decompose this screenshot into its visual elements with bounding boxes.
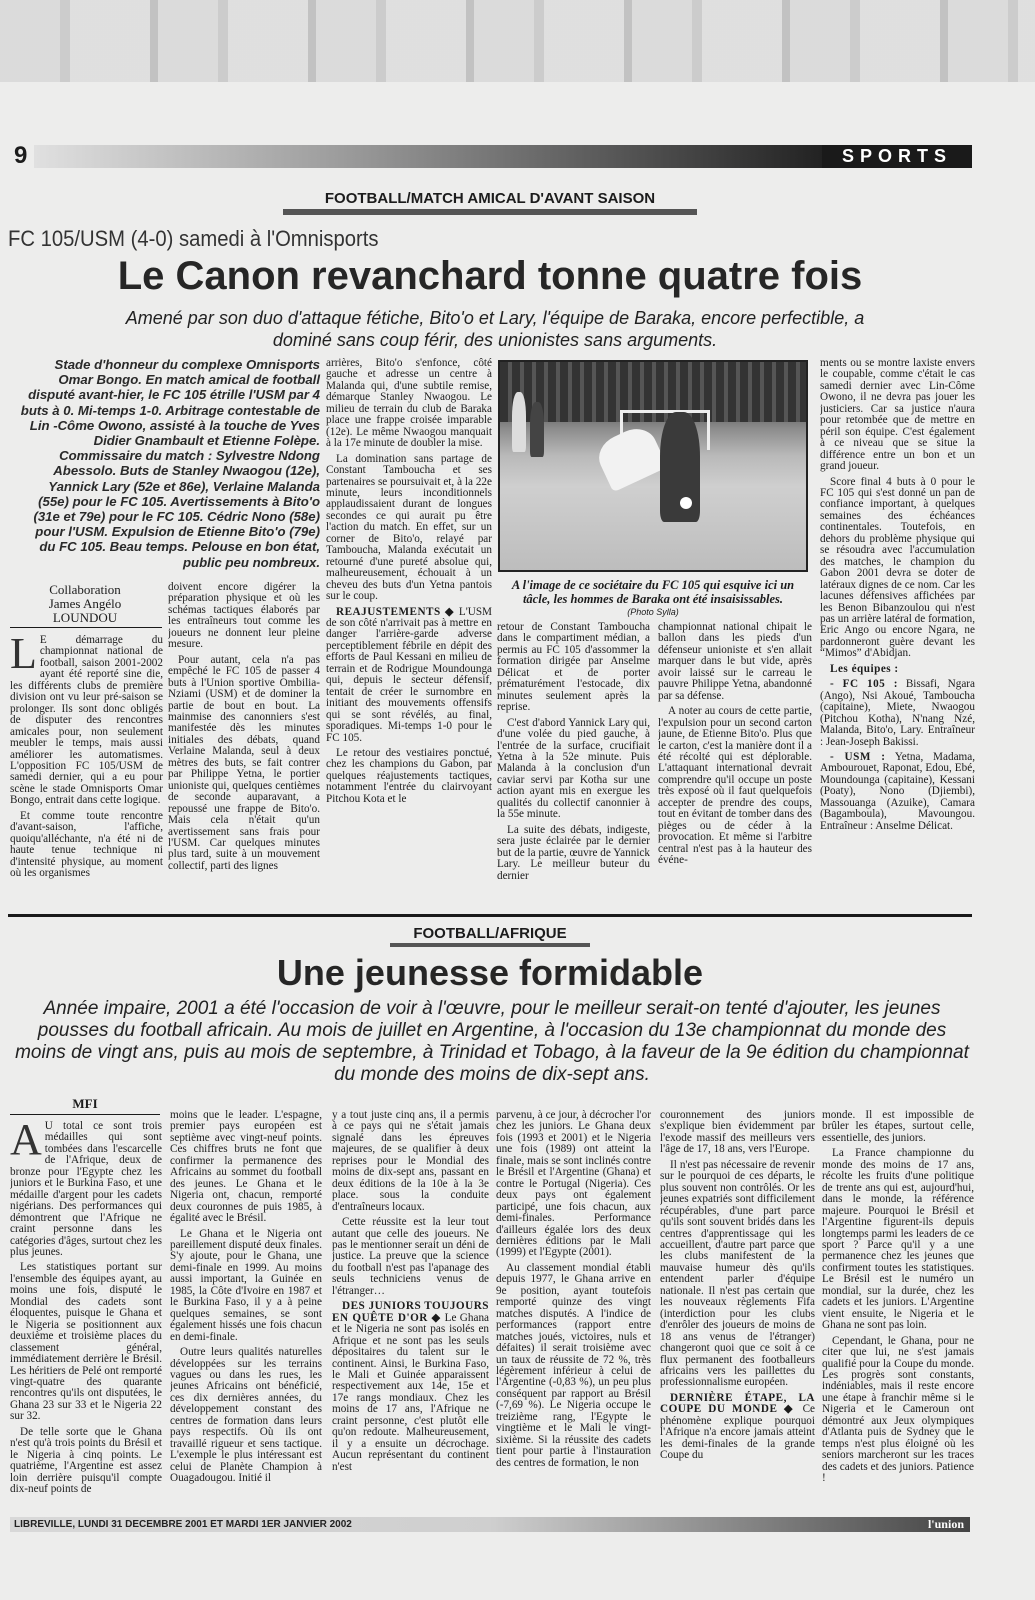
paragraph-text: Le Ghana et le Nigeria ont pareillement disputé deux finales. S'y ajoute, pour le Ghana, une demi-finale en 1999. Au moins aussi important, la Guinée en 1985, la Côte d'Ivoire en 1987 et le Burkina Faso, il y a à peine quelques semaines, se sont également hissés une fois chacun en demi-finale.: [170, 1227, 322, 1343]
paragraph: [497, 718, 650, 821]
footer-dateline: LIBREVILLE, LUNDI 31 DECEMBRE 2001 ET MARDI 1ER JANVIER 2002: [14, 1519, 352, 1530]
paragraph: [10, 1427, 162, 1496]
paragraph: [326, 607, 492, 744]
paragraph: [326, 358, 492, 450]
article1-headline: Le Canon revanchard tonne quatre fois: [117, 254, 863, 298]
paragraph: [170, 1229, 322, 1344]
scan-backdrop: [0, 0, 1035, 82]
photo-credit: (Photo Sylla): [627, 607, 679, 617]
paragraph-text: arrières, Bito'o s'enfonce, côté gauche et adresse un centre à Malanda qui, d'une subtile remise, démarque Stanley Nwaogou. Le milieu de terrain du club de Baraka place une frappe croisée imparable (12e). Le même Nwaogou manquait à la 17e minute de doubler la mise.: [326, 358, 492, 450]
paragraph-text: La suite des débats, indigeste, sera juste éclairée par le dernier but de la partie, œuvre de Yannick Lary. Le meilleur buteur du dernier: [497, 823, 650, 882]
paragraph-text: Bissafi, Ngara (Ango), Nsi Akoué, Tamboucha (capitaine), Miete, Nwaogou (Pitchou Kotha), N'nang Nzé, Malanda, Bito'o, Lary. Entraîneur : Jean-Joseph Bakissi.: [820, 678, 975, 748]
paragraph-text: Pour autant, cela n'a pas empêché le FC 105 de passer 4 buts à l'Union sportive Ombilia-Nziami (USM) et de dominer la partie de bout en bout. La mainmise des canonniers s'est manifestée dès les minutes initiales des débats, quand Verlaine Malanda, seul à deux mètres des buts, se fait contrer par Philippe Yetna, le portier unioniste qui, quelques centièmes de seconde auparavant, a repoussé une frappe de Bito'o. Mais cela n'était qu'un avertissement sans frais pour l'USM. Car quelques minutes plus tard, suite à un mouvement collectif, parti des lignes: [168, 653, 320, 872]
paragraph: [170, 1110, 322, 1225]
byline-line: Collaboration: [49, 582, 121, 597]
paragraph-text: La France championne du monde des moins de 17 ans, récolte les fruits d'une politique de trente ans qui est, aujourd'hui, dans le monde, la référence majeure. Pourquoi le Brésil et l'Argentine figurent-ils depuis longtemps parmi les leaders de ce sport ? Parce qu'il y a une permanence chez les jeunes que confirment toutes les statistiques. Le Brésil est le numéro un mondial, sur la durée, chez les cadets et les juniors. L'Argentine vient ensuite, le Nigeria et le Ghana ne sont pas loin.: [822, 1147, 974, 1332]
header-bar: [34, 145, 824, 168]
kicker-underline: [283, 209, 697, 215]
inline-subhead: REAJUSTEMENTS ◆: [336, 605, 456, 618]
article2-column-2: [170, 1110, 322, 1507]
article1-deck: Amené par son duo d'attaque fétiche, Bito'o et Lary, l'équipe de Baraka, encore perfectible, a dominé sans coup férir, des unionistes sans arguments.: [125, 308, 865, 350]
page-footer: [10, 1517, 970, 1532]
inline-subhead: DES JUNIORS TOUJOURS EN QUÊTE D'OR ◆: [332, 1300, 489, 1324]
article1-column-6: [820, 358, 975, 913]
paragraph: [332, 1110, 489, 1213]
match-photo: [498, 360, 808, 572]
paragraph-text: parvenu, à ce jour, à décrocher l'or chez les juniors. Le Ghana deux fois (1993 et 2001) et le Nigeria une fois (1989) ont atteint la finale, mais se sont inclinés contre le Brésil et l'Argentine (Ghana) et contre le Portugal (Nigeria). Ces deux pays ont également participé, une fois chacun, aux demi-finales. Performance d'ailleurs égalée lors des deux dernières éditions par le Mali (1999) et l'Egypte (2001).: [496, 1110, 651, 1259]
kicker-underline: [390, 943, 590, 947]
paragraph: [820, 358, 975, 473]
paragraph: [10, 811, 163, 880]
paragraph: [10, 1121, 162, 1258]
inline-subhead: - USM :: [830, 750, 886, 763]
paragraph-text: De telle sorte que le Ghana n'est qu'à trois points du Brésil et le Nigeria à cinq points. Le quatrième, l'Argentine est assez loin derrière puisqu'il compte dix-neuf points de: [10, 1425, 162, 1496]
paragraph: [820, 477, 975, 660]
paragraph: [658, 622, 812, 702]
paragraph-text: monde. Il est impossible de brûler les étapes, surtout celle, essentielle, des juniors.: [822, 1110, 974, 1144]
paragraph-text: U total ce sont trois médailles qui sont tombées dans l'escarcelle de l'Afrique, deux de bronze pour l'Egypte chez les juniors et le Burkina Faso, et une médaille d'argent pour les cadets nigérians. Des performances qui démontrent que l'Afrique ne craint personne dans les catégories d'âges, surtout chez les plus jeunes.: [10, 1121, 162, 1258]
paragraph: [822, 1148, 974, 1331]
paragraph: [660, 1393, 815, 1462]
inline-subhead: Les équipes :: [830, 662, 899, 675]
paragraph-text: Outre leurs qualités naturelles développées sur les terrains vagues ou dans les rues, les jeunes Africains ont bénéficié, ces dix dernières années, du développement constant des centres de formation dans leurs pays respectifs. Où ils ont travaillé rigueur et sens tactique. L'exemple le plus intéressant est celui de Planète Champion à Ouagadougou. Initié il: [170, 1346, 322, 1485]
photo-player: [512, 392, 526, 452]
byline-author: LOUNDOU: [52, 610, 118, 625]
drop-cap: L: [10, 635, 37, 678]
paragraph-text: couronnement des juniors s'explique bien évidemment par l'exode massif des meilleurs vers l'âge de 17, 18 ans, vers l'Europe.: [660, 1110, 815, 1156]
photo-ball: [680, 497, 692, 509]
paragraph-text: retour de Constant Tamboucha dans le compartiment médian, a permis au FC 105 d'assommer la formation dirigée par Anselme Délicat et de porter prématurément l'estocade, dix minutes seulement après la reprise.: [497, 622, 650, 714]
paragraph-text: Yetna, Madama, Ambourouet, Raponat, Edou, Ebé, Moundounga (capitaine), Kessani (Poaty), Nono (Djiembi), Massouanga (Azuike), Camara (Bagamboula), Mavoungou. Entraîneur : Anselme Délicat.: [820, 750, 975, 832]
paragraph: [10, 1262, 162, 1422]
article1-column-5: [658, 622, 812, 913]
paragraph: [168, 655, 320, 873]
article-divider: [8, 914, 972, 917]
paragraph-text: Score final 4 buts à 0 pour le FC 105 qui s'est donné un pan de confiance important, à quelques semaines des échéances continentales. Toutefois, en dehors du problème physique qui se résoudra avec l'accumulation des matches, le champion du Gabon 2001 devra se doter de latéraux dignes de ce nom. Car les lacunes défensives affichées par les Benon Bibanzoulou qui n'est pas un arrière latéral de formation, Eric Ango ou encore Ngara, ne pardonneront guère devant les “Mimos” d'Abidjan.: [820, 475, 975, 660]
article2-headline: Une jeunesse formidable: [276, 952, 704, 993]
paragraph-text: moins que le leader. L'espagne, premier pays européen est septième avec vingt-neuf points. Ces chiffres bruts ne font que confirmer la permanence des Africains au sommet du football des jeunes. Le Ghana et le Nigeria ont, chacun, remporté deux couronnes de puis 1985, à égalité avec le Brésil.: [170, 1110, 322, 1225]
paragraph: [168, 582, 320, 651]
article2-byline: MFI: [72, 1096, 98, 1111]
paragraph-text: La domination sans partage de Constant Tamboucha et ses partenaires se poursuivait et, à la 22e minute, leurs inconditionnels applaudissaient durant de longues secondes ce qui aurait pu être l'action du match. En effet, sur un corner de Bito'o, relayé par Tamboucha, Malanda exécutait un retourné d'une pureté absolue qui, malheureusement, échouait à un cheveu des buts d'un Yetna pantois sur le coup.: [326, 452, 492, 603]
article1-column-4: [497, 622, 650, 913]
article1-kicker: FOOTBALL/MATCH AMICAL D'AVANT SAISON: [324, 190, 656, 207]
paragraph-text: C'est d'abord Yannick Lary qui, d'une volée du pied gauche, à l'entrée de la surface, crucifiait Yetna à la 52e minute. Puis Malanda à la conclusion d'un caviar servi par Kotha sur une action ayant mis en exergue les qualités du collectif canonnier à la 55e minute.: [497, 716, 650, 821]
paragraph: [496, 1263, 651, 1469]
article2-column-1: [10, 1121, 162, 1507]
paragraph-text: L'USM de son côté n'arrivait pas à mettre en danger l'arrière-garde adverse perceptiblement fébrile en dépit des efforts de Paul Kessani en milieu de terrain et de Rodrigue Moundounga qui, depuis le secteur défensif, tentait de créer le surnombre en initiant des mouvements offensifs qui se sont révélés, au final, sporadiques. Mi-temps 1-0 pour le FC 105.: [326, 605, 492, 744]
paragraph-text: ments ou se montre laxiste envers le coupable, comme c'était le cas samedi dernier avec Lin-Côme Owono, il ne devra pas jouer les justiciers. Car sa justice n'aura pour retombée que de mettre en péril son équipe. C'est également à ce niveau que se situe la différence entre un bon et un grand joueur.: [820, 358, 975, 473]
paragraph: [820, 664, 975, 675]
paragraph-text: championnat national chipait le ballon dans les pieds d'un défenseur unioniste et s'en allait marquer dans le but vide, après avoir laissé sur le carreau le pauvre Philippe Yetna, abandonné par sa défense.: [658, 622, 812, 702]
paragraph: [497, 825, 650, 882]
photo-player: [530, 402, 544, 457]
paragraph-text: Cependant, le Ghana, pour ne citer que lui, ne s'est jamais qualifié pour la Coupe du monde. Les progrès sont constants, indéniables, mais il reste encore une étape à franchir même si le Nigeria et le Cameroun ont démontré aux Jeux olympiques d'Atlanta puis de Sydney que le temps n'est plus éloigné où les seniors marcheront sur les traces des cadets et des juniors. Patience !: [822, 1334, 974, 1485]
article2-column-3: [332, 1110, 489, 1507]
paragraph-text: Le retour des vestiaires ponctué, chez les champions du Gabon, par quelques réajustements tactiques, notamment l'entrée du clairvoyant Pitchou Kota et le: [326, 746, 492, 805]
paragraph: [326, 454, 492, 603]
photo-caption: A l'image de ce sociétaire du FC 105 qui esquive ici un tâcle, les hommes de Baraka ont été insaisissables.: [511, 578, 795, 606]
paragraph: [496, 1110, 651, 1259]
paragraph: [660, 1160, 815, 1389]
paragraph-text: y a tout juste cinq ans, il a permis à ce pays qui ne s'était jamais signalé dans les épreuves majeures, de se qualifier à deux reprises pour le Mondial des moins de dix-sept ans, passant en deux éditions de la 10e à la 3e place. sous la conduite d'entraîneurs locaux.: [332, 1110, 489, 1213]
paragraph-text: Le Ghana et le Nigeria ne sont pas isolés en Afrique et ne sont pas les seuls dépositaires du talent sur le continent. Ainsi, le Burkina Faso, le Mali et Guinée apparaissent respectivement aux 14e, 15e et 17e rangs mondiaux. Chez les moins de 17 ans, l'Afrique ne craint personne, c'est plutôt elle qu'on redoute. Malheureusement, il y a ensuite un décrochage. Aucun représentant du continent n'est: [332, 1311, 489, 1473]
inline-subhead: DERNIÈRE ÉTAPE, LA COUPE DU MONDE ◆: [660, 1391, 815, 1416]
paragraph-text: E démarrage du championnat national de football, saison 2001-2002 ayant été reporté sine die, les différents clubs de première division ont vu leur pré-saison se prolonger. Ils sont donc obligés de disputer des rencontres amicales pour, non seulement meubler le temps, mais aussi améliorer les automatismes. L'opposition FC 105/USM de samedi dernier, qui a eu pour scène le stade Omnisports Omar Bongo, entrait dans cette logique.: [10, 635, 163, 807]
paragraph: [820, 752, 975, 832]
paragraph-text: doivent encore digérer la préparation physique et où les schémas tactiques élaborés par les entraîneurs tout comme les joueurs ne donnent leur pleine mesure.: [168, 582, 320, 651]
article2-column-5: [660, 1110, 815, 1507]
paragraph: [658, 706, 812, 866]
paragraph: [822, 1110, 974, 1144]
byline-rule: [10, 627, 162, 628]
byline-line: James Angélo: [48, 596, 122, 611]
inline-subhead: - FC 105 :: [830, 678, 898, 691]
article2-column-4: [496, 1110, 651, 1507]
article2-deck: Année impaire, 2001 a été l'occasion de voir à l'œuvre, pour le meilleur serait-on tenté d'ajouter, les jeunes pousses du football africain. Au mois de juillet en Argentine, à l'occasion du 13e championnat du monde des moins de vingt ans, puis au mois de septembre, à Trinidad et Tobago, à la faveur de la 9e édition du championnat du monde des moins de dix-sept ans.: [15, 998, 969, 1085]
drop-cap: A: [10, 1121, 42, 1164]
paragraph-text: Au classement mondial établi depuis 1977, le Ghana arrive en 9e position, ayant toutefois remporté quinze des vingt matches disputés. A l'indice de performances (rapport entre matches joués, victoires, nuls et défaites) il serait troisième avec un taux de réussite de 72 %, très légèrement inférieur à celui de l'Argentine (-0,83 %), un peu plus conséquent par rapport au Brésil (-7,69 %). Le Nigeria occupe le treizième rang, l'Egypte le vingtième et le Mali le vingt-sixième. Si la réussite des cadets tient pour partie à l'instauration des centres de formation, le non: [496, 1261, 651, 1469]
paragraph: [326, 748, 492, 805]
byline-rule: [10, 1114, 160, 1115]
paragraph-text: Il n'est pas nécessaire de revenir sur le pourquoi de ces départs, le plus souvent non contrôlés. Or les jeunes expatriés sont difficilement récupérables, d'une part parce qu'ils sont souvent bridés dans les centres d'apprentissage qui les accueillent, d'autre part parce que les clubs manifestent de la mauvaise humeur dès qu'ils entendent parler d'équipe nationale. Il n'est pas certain que les nouveaux règlements Fifa (interdiction pour les clubs d'enrôler des joueurs de moins de 18 ans venus de l'étranger) changeront quoi que ce soit à ce flux permanent des footballeurs africains vers les paillettes du professionnalisme européen.: [660, 1158, 815, 1389]
paragraph: [10, 635, 163, 807]
article1-column-3: [326, 358, 492, 913]
paragraph-text: Cette réussite est la leur tout autant que celle des joueurs. Ne pas le mentionner serait un déni de justice. La preuve que la science du football n'est pas l'apanage des seuls techniciens venus de l'étranger…: [332, 1216, 489, 1297]
article1-intro: Stade d'honneur du complexe Omnisports Omar Bongo. En match amical de football disputé avant-hier, le FC 105 étrille l'USM par 4 buts à 0. Mi-temps 1-0. Arbitrage contestable de Lin -Côme Owono, assisté à la touche de Yves Didier Gnambault et Etienne Folèpe. Commissaire du match : Sylvestre Ndong Abessolo. Buts de Stanley Nwaogou (12e), Yannick Lary (52e et 86e), Verlaine Malanda (55e) pour le FC 105. Avertissements à Bito'o (31e et 79e) pour le FC 105. Cédric Nono (58e) pour l'USM. Expulsion de Etienne Bito'o (79e) du FC 105. Beau temps. Pelouse en bon état, public peu nombreux.: [20, 357, 320, 570]
paragraph: [820, 679, 975, 748]
paragraph-text: A noter au cours de cette partie, l'expulsion pour un second carton jaune, de Etienne Bito'o. Plus que le carton, c'est la manière dont il a été récolté qui est déplorable. L'attaquant international devrait comprendre qu'il occupe un poste très exposé où il faut quelquefois accepter de prendre des coups, tout en évitant de tomber dans des pièges ou de céder à la provocation. Et même si l'arbitre central n'est pas à la hauteur des événe-: [658, 705, 812, 867]
article2-column-6: [822, 1110, 974, 1507]
footer-brand: l'union: [927, 1517, 964, 1531]
paragraph: [497, 622, 650, 714]
paragraph-text: Et comme toute rencontre d'avant-saison, l'affiche, quoiqu'alléchante, n'a été ni de haute tenue technique ni d'intensité physique, au moment où les organismes: [10, 809, 163, 880]
paragraph: [332, 1301, 489, 1473]
paragraph: [822, 1336, 974, 1485]
paragraph: [170, 1347, 322, 1484]
article2-kicker: FOOTBALL/AFRIQUE: [413, 925, 567, 942]
article1-subtitle: FC 105/USM (4-0) samedi à l'Omnisports: [8, 226, 379, 251]
article1-column-1: [10, 635, 163, 913]
article1-byline: [20, 583, 150, 625]
paragraph: [332, 1217, 489, 1297]
paragraph-text: Ce phénomène explique pourquoi l'Afrique n'a encore jamais atteint les demi-finales de la grande Coupe du: [660, 1403, 815, 1462]
paragraph-text: Les statistiques portant sur l'ensemble des équipes ayant, au moins une fois, disputé le Mondial des cadets sont éloquentes, puisque le Ghana et le Nigeria se positionnent aux deuxième et troisième places du classement général, immédiatement derrière le Brésil. Les héritiers de Pelé ont remporté vingt-quatre des quarante rencontres qu'ils ont disputées, le Ghana 23 sur 33 et le Nigeria 22 sur 32.: [10, 1261, 162, 1423]
page-number: 9: [14, 142, 28, 169]
article1-column-2: [168, 582, 320, 913]
section-label: SPORTS: [822, 145, 972, 168]
paragraph: [660, 1110, 815, 1156]
